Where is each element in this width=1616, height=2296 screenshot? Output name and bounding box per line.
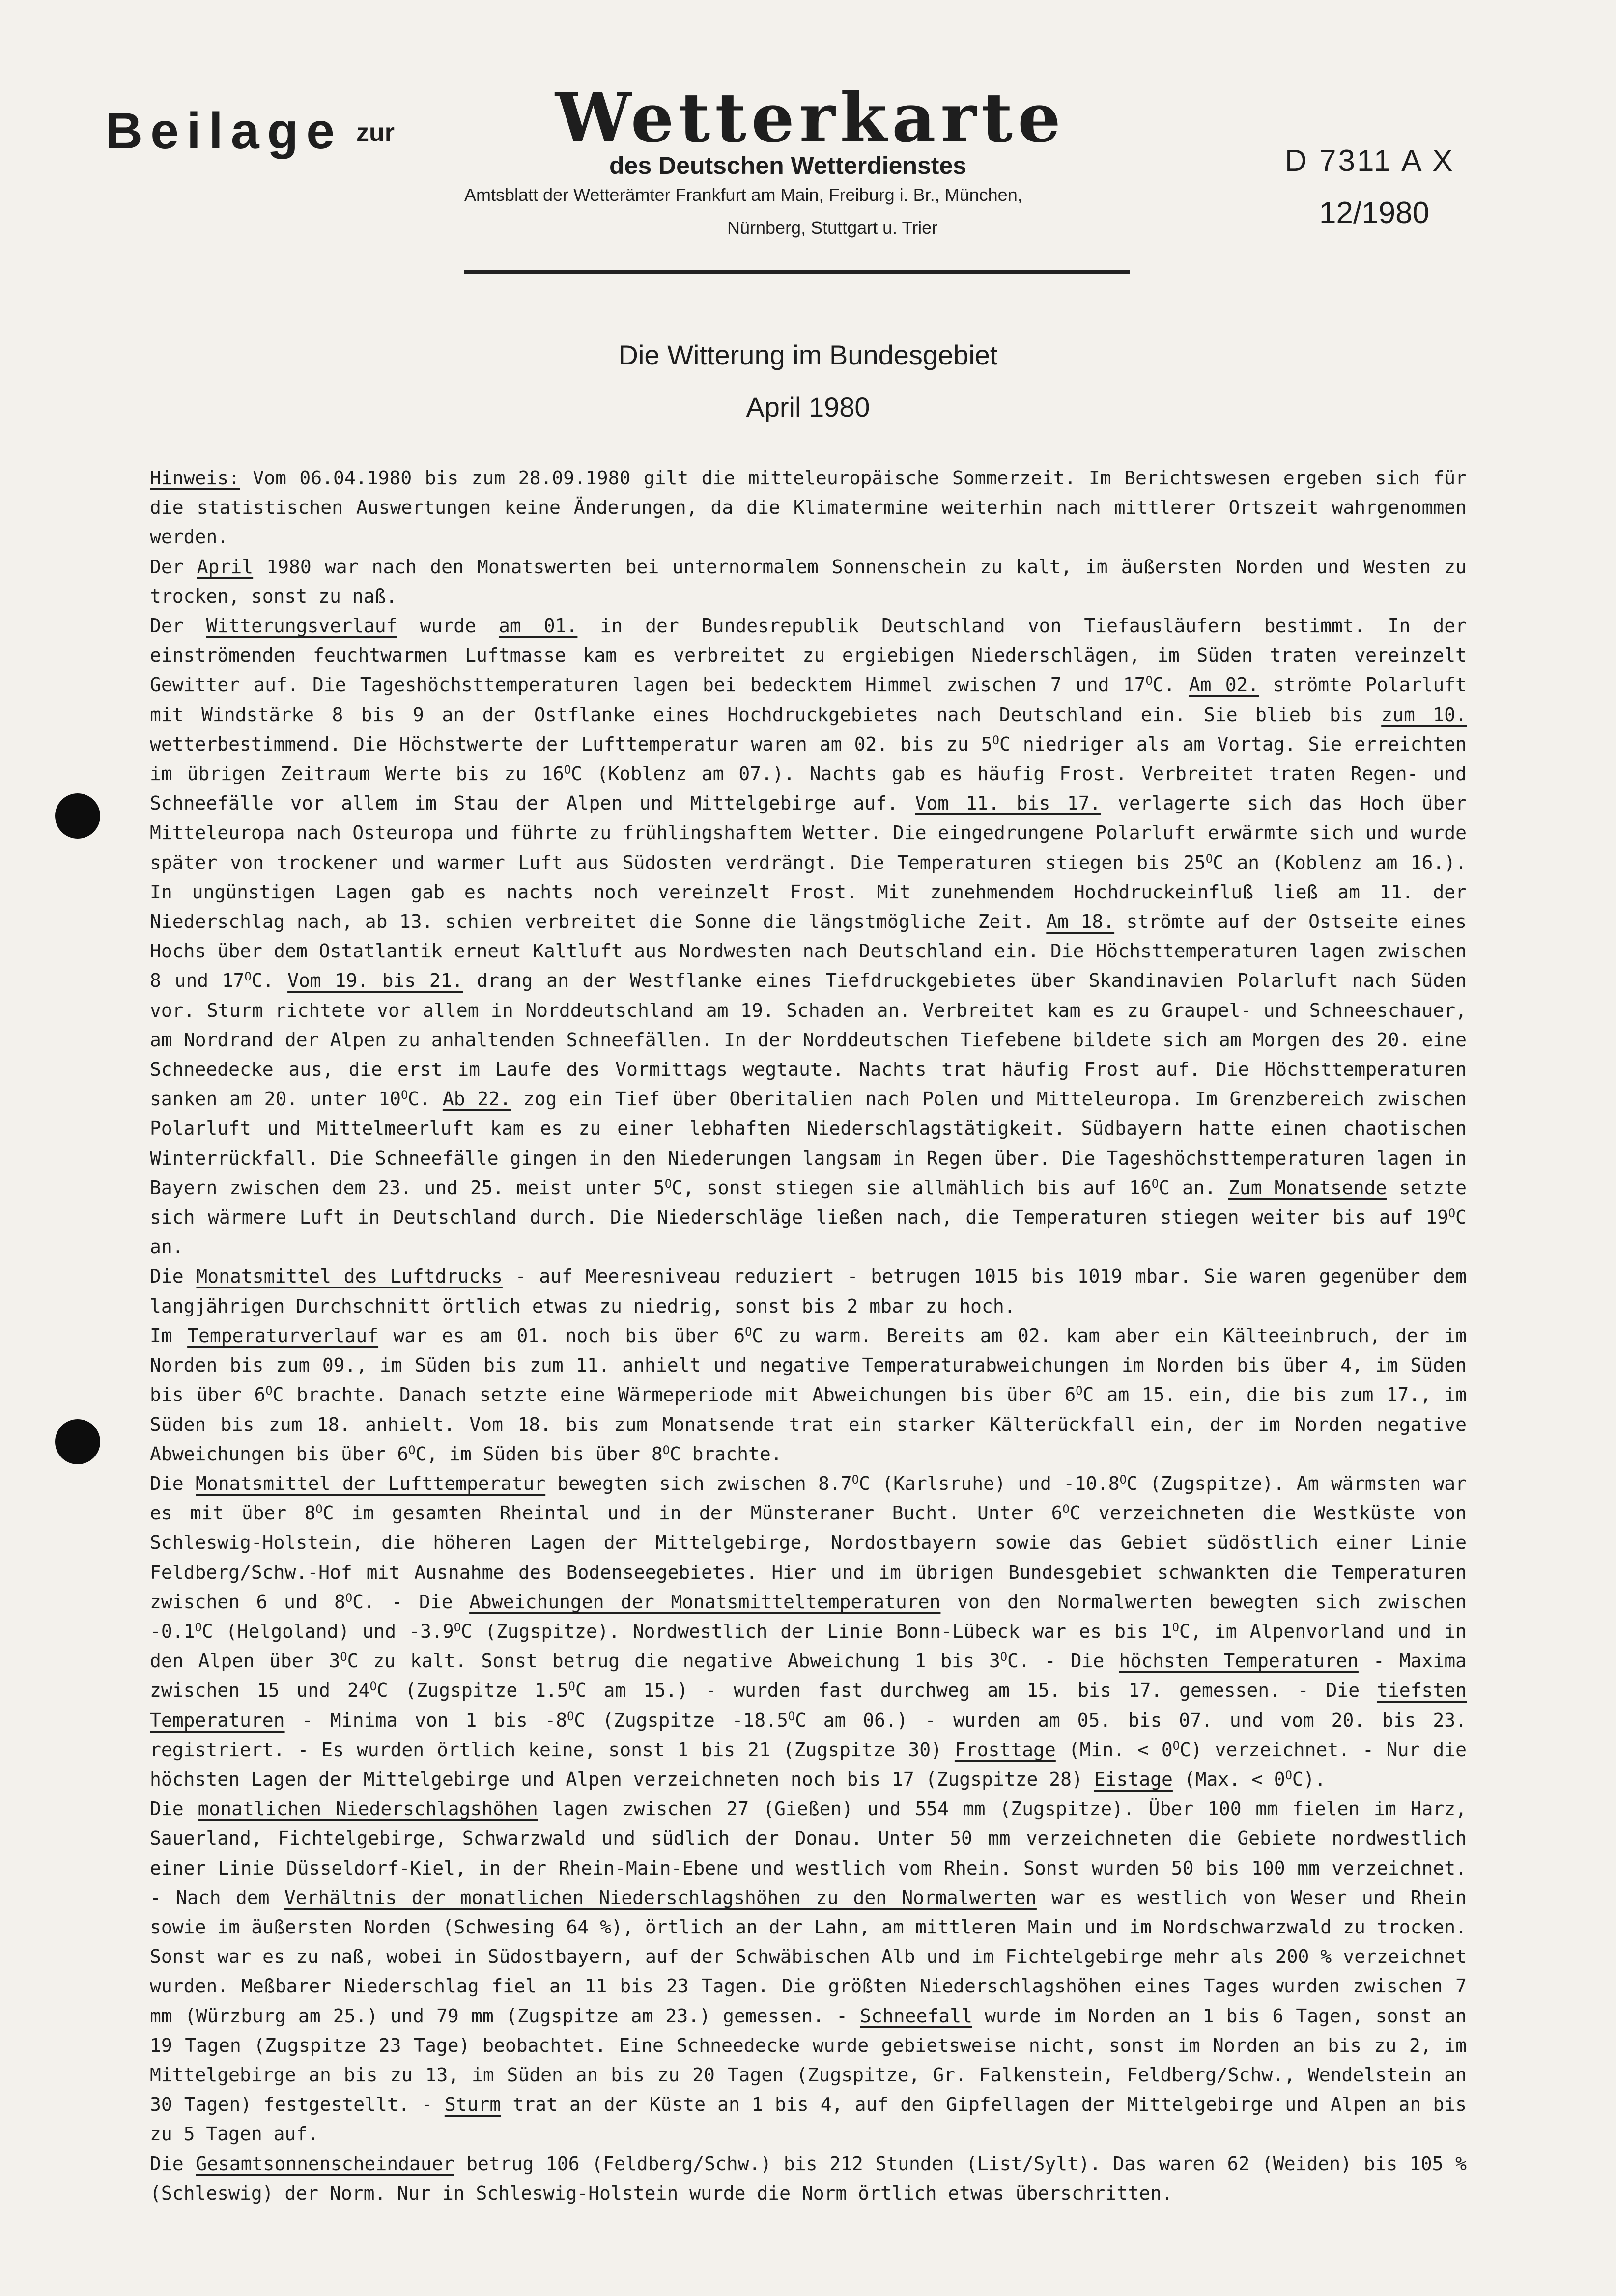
text-segment: C, im Alpenvorland und in den Alpen über 3 — [150, 1620, 1467, 1672]
degree-superscript: O — [315, 1502, 323, 1516]
underlined-term: Am 02. — [1189, 674, 1259, 696]
underlined-term: Witterungsverlauf — [206, 615, 397, 637]
underlined-term: höchsten Temperaturen — [1119, 1650, 1359, 1672]
degree-superscript: O — [664, 1176, 672, 1191]
text-segment: C zu kalt. Sonst betrug die negative Abweichung 1 bis 3 — [347, 1650, 1000, 1672]
text-segment: C. - Die — [1007, 1650, 1119, 1672]
masthead-subtitle: des Deutschen Wetterdienstes — [609, 152, 967, 179]
underlined-term: Monatsmittel der Lufttemperatur — [196, 1472, 546, 1494]
degree-superscript: O — [851, 1472, 859, 1486]
text-segment: C. — [251, 970, 288, 992]
text-segment: C. - Die — [352, 1591, 470, 1613]
text-segment: C brachte. Danach setzte eine Wärmeperiode mit Abweichungen bis über 6 — [272, 1384, 1076, 1406]
text-segment: Die — [150, 1265, 197, 1288]
text-segment: C (Zugspitze 1.5 — [376, 1680, 568, 1702]
text-segment: C am 15. ein, die bis zum 17., im Süden bis zum 18. anhielt. Vom 18. bis zum Monatsende trat ein starker Kälterückfall ein, der im Norden negative Abweichungen bis über 6 — [150, 1384, 1467, 1465]
text-segment: lagen zwischen 27 (Gießen) und 554 mm (Zugspitze). Über 100 mm fielen im Harz, Sauerland, Fichtelgebirge, Schwarzwald und südlich der Donau. Unter 50 mm verzeichneten die Gebiete nordwestlich einer Linie Düsseldorf-Kiel, in der Rhein-Main-Ebene und westlich vom Rhein. Sonst wurden 50 bis 100 mm verzeichnet. - Nach dem — [150, 1798, 1467, 1908]
text-segment: C zu warm. Bereits am 02. kam aber ein Kälteeinbruch, der im Norden bis zum 09., im Süden bis zum 11. anhielt und negative Temperaturabweichungen im Norden bis über 4, im Süden bis über 6 — [150, 1324, 1467, 1406]
degree-superscript: O — [369, 1680, 377, 1694]
underlined-term: zum 10. — [1381, 703, 1467, 726]
text-segment: Im — [150, 1324, 188, 1346]
text-segment: C (Karlsruhe) und -10.8 — [858, 1472, 1120, 1494]
text-segment: C niedriger als am Vortag. Sie erreichten im übrigen Zeitraum Werte bis zu 16 — [150, 733, 1467, 785]
text-segment: C brachte. — [669, 1443, 782, 1465]
underlined-term: Temperaturverlauf — [187, 1324, 379, 1346]
degree-superscript: O — [454, 1620, 461, 1634]
text-segment: betrug 106 (Feldberg/Schw.) bis 212 Stunden (List/Sylt). Das waren 62 (Weiden) bis 105 % (Schleswig) der Norm. Nur in Schleswig-Holstein wurde die Norm örtlich etwas überschritten. — [150, 2153, 1467, 2204]
text-segment: war es am 01. noch bis über 6 — [378, 1324, 745, 1346]
text-segment: C im gesamten Rheintal und in der Münsteraner Bucht. Unter 6 — [322, 1502, 1063, 1524]
degree-superscript: O — [1151, 1176, 1159, 1191]
masthead-offices-line2: Nürnberg, Stuttgart u. Trier — [727, 218, 938, 238]
paragraph — [150, 1794, 1467, 2149]
underlined-term: Monatsmittel des Luftdrucks — [196, 1265, 503, 1288]
text-segment: C am 06.) - wurden am 05. bis 07. und vom 20. bis 23. registriert. - Es wurden örtlich keine, sonst 1 bis 21 (Zugspitze 30) — [150, 1709, 1467, 1761]
text-segment: wetterbestimmend. Die Höchstwerte der Lufttemperatur waren am 02. bis zu 5 — [150, 733, 992, 755]
text-segment: drang an der Westflanke eines Tiefdruckgebietes über Skandinavien Polarluft nach Süden vor. Sturm richtete vor allem in Norddeutschland am 19. Schaden an. Verbreitet kam es zu Graupel- und Schneeschauer, am Nordrand der Alpen zu anhaltenden Schneefällen. In der Norddeutschen Tiefebene bildete sich am Morgen des 20. eine Schneedecke aus, die erst im Laufe des Vormittags wegtaute. Nachts trat häufig Frost auf. Die Höchsttemperaturen sanken am 20. unter 10 — [150, 970, 1467, 1110]
text-segment: C) verzeichnet. - Nur die höchsten Lagen der Mittelgebirge und Alpen verzeichneten noch bis 17 (Zugspitze 28) — [150, 1738, 1467, 1790]
degree-superscript: O — [195, 1620, 202, 1634]
paragraph — [150, 552, 1467, 611]
text-segment: C am 15.) - wurden fast durchweg am 15. bis 17. gemessen. - Die — [575, 1680, 1377, 1702]
degree-superscript: O — [567, 1709, 574, 1723]
text-segment: C, im Süden bis über 8 — [415, 1443, 663, 1465]
text-segment: 1980 war nach den Monatswerten bei unternormalem Sonnenschein zu kalt, im äußersten Norden und Westen zu trocken, sonst zu naß. — [150, 556, 1467, 607]
text-segment: C an (Koblenz am 16.). In ungünstigen Lagen gab es nachts noch vereinzelt Frost. Mit zunehmendem Hochdruckeinfluß ließ am 11. der Niederschlag nach, ab 13. schien verbreitet die Sonne die längstmögliche Zeit. — [150, 851, 1467, 933]
text-segment: C (Zugspitze -18.5 — [574, 1709, 788, 1731]
degree-superscript: O — [401, 1088, 408, 1102]
text-segment: - Minima von 1 bis -8 — [284, 1709, 567, 1731]
masthead-title: Wetterkarte — [555, 78, 1066, 158]
masthead-offices-line1: Amtsblatt der Wetterämter Frankfurt am Main, Freiburg i. Br., München, — [464, 185, 1022, 205]
degree-superscript: O — [1172, 1738, 1180, 1753]
degree-superscript: O — [1172, 1620, 1179, 1634]
text-segment: C). — [1292, 1768, 1326, 1790]
text-segment: C an. — [150, 1206, 1467, 1258]
degree-superscript: O — [1205, 851, 1213, 866]
underlined-term: monatlichen Niederschlagshöhen — [198, 1798, 538, 1820]
degree-superscript: O — [564, 763, 571, 777]
document-number: D 7311 A X — [1285, 144, 1455, 178]
paragraph — [150, 611, 1467, 1261]
text-segment: verlagerte sich das Hoch über Mitteleuropa nach Osteuropa und führte zu frühlingshaftem Wetter. Die eingedrungene Polarluft erwärmte sich und wurde später von trockener und warmer Luft aus Südosten verdrängt. Die Temperaturen stiegen bis 25 — [150, 792, 1467, 873]
degree-superscript: O — [1062, 1502, 1070, 1516]
text-segment: C (Koblenz am 07.). Nachts gab es häufig Frost. Verbreitet traten Regen- und Schneefälle vor allem im Stau der Alpen und Mittelgebirge auf. — [150, 763, 1467, 814]
issue-number: 12/1980 — [1319, 196, 1430, 230]
text-segment: Die — [150, 2153, 196, 2175]
text-segment: (Min. < 0 — [1055, 1738, 1173, 1761]
underlined-term: Verhältnis der monatlichen Niederschlagshöhen zu den Normalwerten — [284, 1886, 1037, 1908]
text-segment: C (Helgoland) und -3.9 — [201, 1620, 454, 1642]
degree-superscript: O — [992, 733, 999, 747]
underlined-term: Abweichungen der Monatsmitteltemperaturen — [469, 1591, 941, 1613]
underlined-term: am 01. — [498, 615, 578, 637]
degree-superscript: O — [265, 1384, 273, 1398]
text-segment: C, sonst stiegen sie allmählich bis auf 16 — [672, 1176, 1152, 1199]
punch-hole-top — [55, 793, 100, 839]
text-segment: von den Normalwerten bewegten sich zwischen -0.1 — [150, 1591, 1467, 1642]
underlined-term: Hinweis: — [150, 467, 240, 489]
degree-superscript: O — [568, 1680, 575, 1694]
underlined-term: Vom 11. bis 17. — [915, 792, 1101, 814]
degree-superscript: O — [244, 970, 252, 984]
underlined-term: Gesamtsonnenscheindauer — [196, 2153, 454, 2175]
text-segment: Die — [150, 1472, 196, 1494]
text-segment: C (Zugspitze). Nordwestlich der Linie Bonn-Lübeck war es bis 1 — [461, 1620, 1172, 1642]
underlined-term: April — [197, 556, 254, 578]
text-segment: wurde im Norden an 1 bis 6 Tagen, sonst an 19 Tagen (Zugspitze 23 Tage) beobachtet. Eine Schneedecke wurde gebietsweise nicht, sonst im Norden an bis zu 2, im Mittelgebirge an bis zu 13, im Süden an bis zu 20 Tagen (Zugspitze, Gr. Falkenstein, Feldberg/Schw., Wendelstein an 30 Tagen) festgestellt. - — [150, 2005, 1467, 2116]
paragraph — [150, 1321, 1467, 1469]
header-divider — [464, 270, 1130, 274]
text-segment: (Max. < 0 — [1172, 1768, 1285, 1790]
text-segment: Der — [150, 556, 197, 578]
paragraph — [150, 463, 1467, 552]
paragraph — [150, 2149, 1467, 2208]
degree-superscript: O — [1000, 1650, 1008, 1664]
text-segment: C an. — [1159, 1176, 1228, 1199]
degree-superscript: O — [340, 1650, 347, 1664]
degree-superscript: O — [1145, 674, 1153, 688]
text-segment: - auf Meeresniveau reduziert - betrugen 1015 bis 1019 mbar. Sie waren gegenüber dem langjährigen Durchschnitt örtlich etwas zu niedrig, sonst bis 2 mbar zu hoch. — [150, 1265, 1467, 1317]
header-beilage: Beilage — [106, 103, 342, 160]
text-segment: C verzeichneten die Westküste von Schleswig-Holstein, die höheren Lagen der Mittelgebirge, Nordostbayern sowie das Gebiet südöstlich einer Linie Feldberg/Schw.-Hof mit Ausnahme des Bodenseegebietes. Hier und im übrigen Bundesgebiet schwankten die Temperaturen zwischen 6 und 8 — [150, 1502, 1467, 1613]
degree-superscript: O — [788, 1709, 795, 1723]
underlined-term: Zum Monatsende — [1228, 1176, 1387, 1199]
text-segment: C. — [408, 1088, 443, 1110]
text-segment: Der — [150, 615, 206, 637]
underlined-term: Frosttage — [954, 1738, 1056, 1761]
report-month: April 1980 — [746, 392, 870, 422]
degree-superscript: O — [1119, 1472, 1127, 1486]
degree-superscript: O — [1076, 1384, 1083, 1398]
text-segment: setzte sich wärmere Luft in Deutschland durch. Die Niederschläge ließen nach, die Temperaturen stiegen weiter bis auf 19 — [150, 1176, 1467, 1229]
text-segment: C. — [1152, 674, 1189, 696]
underlined-term: Eistage — [1094, 1768, 1173, 1790]
degree-superscript: O — [745, 1324, 752, 1339]
text-segment: war es westlich von Weser und Rhein sowie im äußersten Norden (Schwesing 64 %), örtlich an der Lahn, am mittleren Main und im Nordschwarzwald zu trocken. Sonst war es zu naß, wobei in Südostbayern, auf der Schwäbischen Alb und im Fichtelgebirge mehr als 200 % verzeichnet wurden. Meßbarer Niederschlag fiel an 11 bis 23 Tagen. Die größten Niederschlagshöhen eines Tages wurden zwischen 7 mm (Würzburg am 25.) und 79 mm (Zugspitze am 23.) gemessen. - — [150, 1886, 1467, 2027]
text-segment: in der Bundesrepublik Deutschland von Tiefausläufern bestimmt. In der einströmenden feuchtwarmen Luftmasse kam es verbreitet zu ergiebigen Niederschlägen, im Süden traten vereinzelt Gewitter auf. Die Tageshöchsttemperaturen lagen bei bedecktem Himmel zwischen 7 und 17 — [150, 615, 1467, 696]
report-body — [150, 463, 1467, 2208]
text-segment: Die — [150, 1798, 198, 1820]
degree-superscript: O — [408, 1443, 416, 1457]
degree-superscript: O — [345, 1591, 353, 1605]
text-segment: trat an der Küste an 1 bis 4, auf den Gipfellagen der Mittelgebirge und Alpen an bis zu 5 Tagen auf. — [150, 2094, 1467, 2145]
paragraph — [150, 1261, 1467, 1320]
text-segment: zog ein Tief über Oberitalien nach Polen und Mitteleuropa. Im Grenzbereich zwischen Polarluft und Mittelmeerluft kam es zu einer lebhaften Niederschlagstätigkeit. Südbayern hatte einen chaotischen Winterrückfall. Die Schneefälle gingen in den Niederungen langsam in Regen über. Die Tageshöchsttemperaturen lagen in Bayern zwischen dem 23. und 25. meist unter 5 — [150, 1088, 1467, 1199]
underlined-term: Schneefall — [860, 2005, 972, 2027]
text-segment: C (Zugspitze). Am wärmsten war es mit über 8 — [150, 1472, 1467, 1524]
text-segment: - Maxima zwischen 15 und 24 — [150, 1650, 1467, 1702]
underlined-term: Am 18. — [1046, 911, 1115, 933]
paragraph — [150, 1469, 1467, 1794]
text-segment: Vom 06.04.1980 bis zum 28.09.1980 gilt die mitteleuropäische Sommerzeit. Im Berichtswesen ergeben sich für die statistischen Auswertungen keine Änderungen, da die Klimatermine weiterhin nach mittlerer Ortszeit wahrgenommen werden. — [150, 467, 1467, 548]
underlined-term: Sturm — [444, 2094, 501, 2116]
report-title: Die Witterung im Bundesgebiet — [618, 339, 998, 370]
punch-hole-bottom — [55, 1419, 100, 1464]
degree-superscript: O — [1285, 1768, 1292, 1782]
text-segment: strömte Polarluft mit Windstärke 8 bis 9 an der Ostflanke eines Hochdruckgebietes nach Deutschland ein. Sie blieb bis — [150, 674, 1467, 726]
text-segment: bewegten sich zwischen 8.7 — [545, 1472, 852, 1494]
degree-superscript: O — [662, 1443, 670, 1457]
degree-superscript: O — [1448, 1206, 1456, 1221]
text-segment: wurde — [397, 615, 499, 637]
header-zur: zur — [356, 118, 395, 147]
underlined-term: tiefsten Temperaturen — [150, 1680, 1467, 1731]
underlined-term: Vom 19. bis 21. — [287, 970, 463, 992]
underlined-term: Ab 22. — [442, 1088, 511, 1110]
text-segment: strömte auf der Ostseite eines Hochs über dem Ostatlantik erneut Kaltluft aus Nordwesten nach Deutschland ein. Die Höchsttemperaturen lagen zwischen 8 und 17 — [150, 911, 1467, 992]
